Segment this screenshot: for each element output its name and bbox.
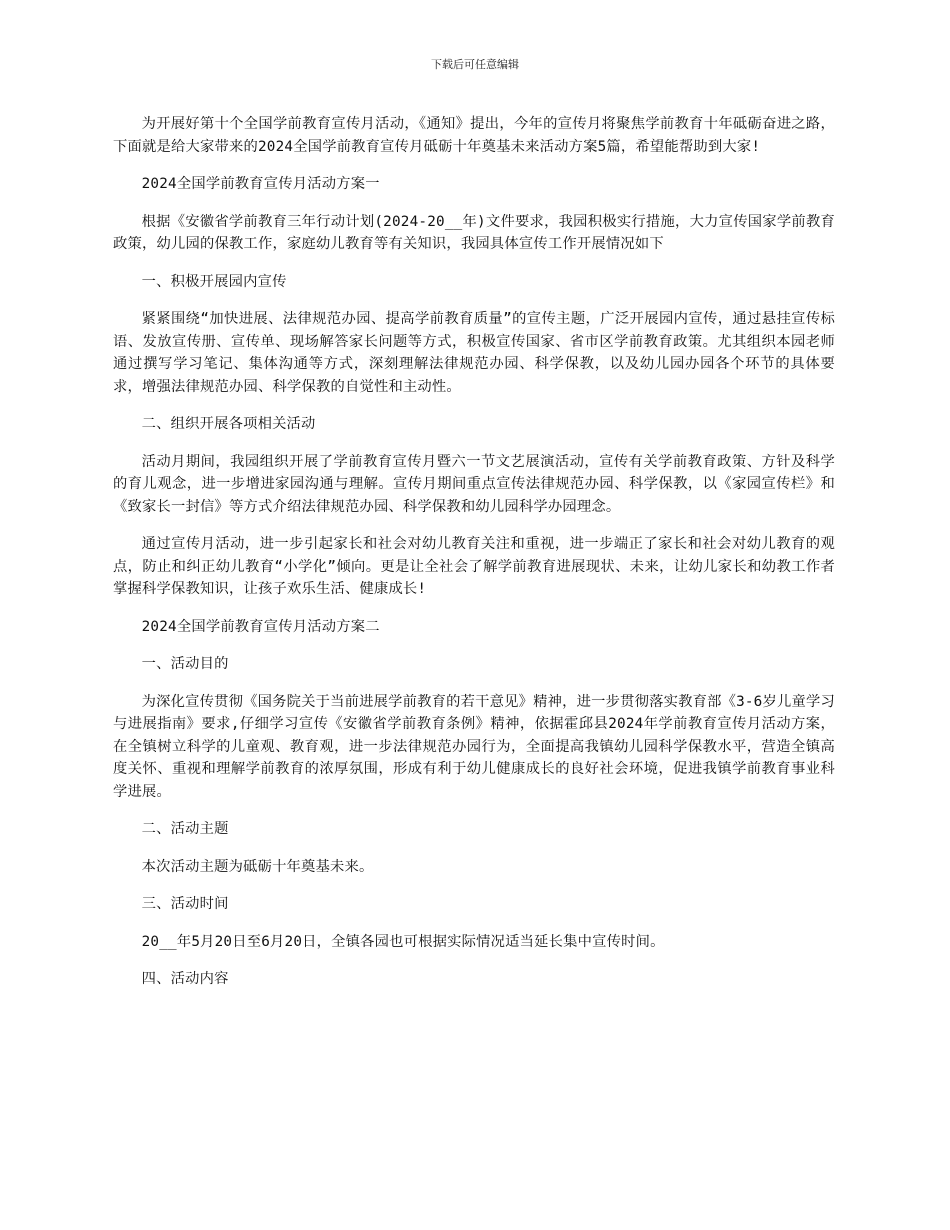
plan-one-title: 2024全国学前教育宣传月活动方案一 [141, 176, 380, 192]
body-paragraph: 通过宣传月活动，进一步引起家长和社会对幼儿教育关注和重视，进一步端正了家长和社会对幼儿教育的观点，防止和纠正幼儿教育“小学化”倾向。更是让全社会了解学前教育进展现状、未来，让幼儿家长和幼教工作者掌握科学保教知识，让孩子欢乐生活、健康成长! [113, 536, 835, 597]
section-heading: 二、活动主题 [141, 821, 229, 837]
body-paragraph: 为深化宣传贯彻《国务院关于当前进展学前教育的若干意见》精神，进一步贯彻落实教育部《3-6岁儿童学习与进展指南》要求,仔细学习宣传《安徽省学前教育条例》精神，依据霍邱县2024年学前教育宣传月活动方案，在全镇树立科学的儿童观、教育观，进一步法律规范办园行为，全面提高我镇幼儿园科学保教水平，营造全镇高度关怀、重视和理解学前教育的浓厚氛围，形成有利于幼儿健康成长的良好社会环境，促进我镇学前教育事业科学进展。 [113, 693, 835, 800]
page-header-note: 下载后可任意编辑 [431, 58, 519, 71]
intro-paragraph: 为开展好第十个全国学前教育宣传月活动，《通知》提出，今年的宣传月将聚焦学前教育十年砥砺奋进之路，下面就是给大家带来的2024全国学前教育宣传月砥砺十年奠基未来活动方案5篇，希望能帮助到大家! [113, 116, 835, 155]
document-body [113, 113, 835, 1006]
plan-one-paragraph: 根据《安徽省学前教育三年行动计划(2024-20__年)文件要求，我园积极实行措施，大力宣传国家学前教育政策，幼儿园的保教工作，家庭幼儿教育等有关知识，我园具体宣传工作开展情况如下 [113, 213, 835, 252]
section-heading: 四、活动内容 [141, 971, 229, 987]
section-heading: 一、活动目的 [141, 656, 229, 672]
body-paragraph: 活动月期间，我园组织开展了学前教育宣传月暨六一节文艺展演活动，宣传有关学前教育政策、方针及科学的育儿观念，进一步增进家园沟通与理解。宣传月期间重点宣传法律规范办园、科学保教，以《家园宣传栏》和《致家长一封信》等方式介绍法律规范办园、科学保教和幼儿园科学办园理念。 [113, 453, 835, 515]
section-heading: 三、活动时间 [141, 896, 229, 912]
body-paragraph: 紧紧围绕“加快进展、法律规范办园、提高学前教育质量”的宣传主题，广泛开展园内宣传，通过悬挂宣传标语、发放宣传册、宣传单、现场解答家长问题等方式，积极宣传国家、省市区学前教育政策。尤其组织本园老师通过撰写学习笔记、集体沟通等方式，深刻理解法律规范办园、科学保教，以及幼儿园办园各个环节的具体要求，增强法律规范办园、科学保教的自觉性和主动性。 [113, 311, 835, 395]
plan-two-title: 2024全国学前教育宣传月活动方案二 [141, 618, 380, 635]
section-heading: 一、积极开展园内宣传 [141, 273, 287, 290]
time-line: 20__年5月20日至6月20日，全镇各园也可根据实际情况适当延长集中宣传时间。 [141, 933, 665, 950]
section-heading: 二、组织开展各项相关活动 [141, 416, 316, 432]
theme-line: 本次活动主题为砥砺十年奠基未来。 [141, 858, 374, 875]
